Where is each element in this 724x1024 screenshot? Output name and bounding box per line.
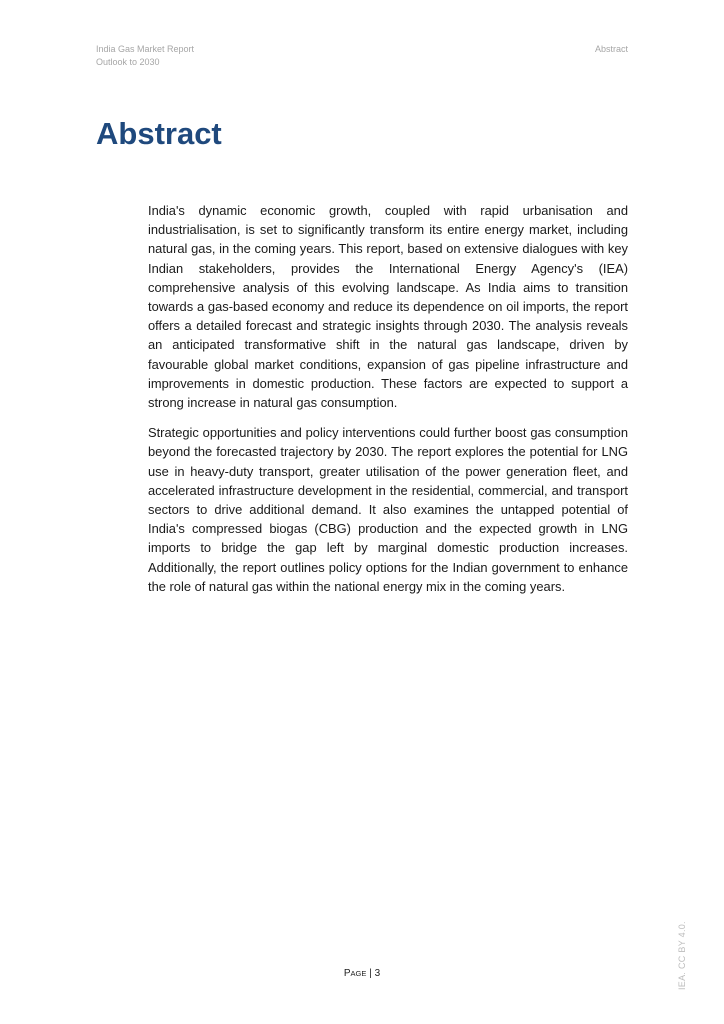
page-label-rest: AGE [350,969,367,978]
abstract-paragraph-1: India's dynamic economic growth, coupled with rapid urbanisation and industrialisation, is set to significantly transform its entire energy market, including natural gas, in the coming years. This report, based on extensive dialogues with key Indian stakeholders, provides the International Energy Agency's (IEA) comprehensive analysis of this evolving landscape. As India aims to transition towards a gas-based economy and reduce its dependence on oil imports, the report offers a detailed forecast and strategic insights through 2030. The analysis reveals an anticipated transformative shift in the natural gas landscape, driven by favourable global market conditions, expansion of gas pipeline infrastructure and improvements in domestic production. These factors are expected to support a strong increase in natural gas consumption. [148,203,628,411]
page-separator: | [369,968,372,979]
page-number: 3 [374,968,381,979]
report-subtitle: Outlook to 2030 [96,57,160,67]
license-note: IEA. CC BY 4.0. [677,921,687,990]
page-title: Abstract [96,116,222,151]
abstract-body [148,201,628,607]
section-name: Abstract [594,44,628,54]
running-header-right [595,43,628,56]
abstract-paragraph-2: Strategic opportunities and policy interventions could further boost gas consumption beyond the forecasted trajectory by 2030. The report explores the potential for LNG use in heavy-duty transport, greater utilisation of the power generation fleet, and accelerated infrastructure development in the residential, commercial, and transport sectors to drive additional demand. It also examines the untapped potential of India's compressed biogas (CBG) production and the expected growth in LNG imports to bridge the gap left by marginal domestic production increases. Additionally, the report outlines policy options for the Indian government to enhance the role of natural gas within the national energy mix in the coming years. [148,425,628,594]
page-label-initial: P [343,968,351,979]
page-footer [0,968,724,979]
report-title: India Gas Market Report [96,44,195,54]
running-header-left [96,43,194,69]
